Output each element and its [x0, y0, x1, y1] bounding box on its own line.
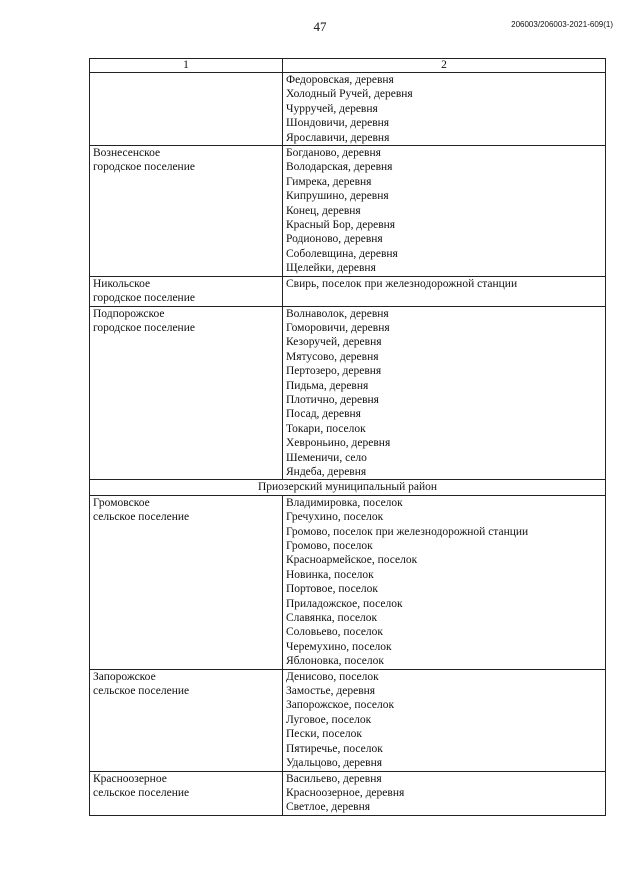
table-header-row: [90, 59, 606, 73]
column-header-2: 2: [283, 59, 606, 73]
municipality-cell: [90, 276, 283, 306]
settlement-item: Посад, деревня: [286, 408, 361, 421]
municipality-cell: [90, 146, 283, 277]
settlements-cell: [283, 73, 606, 146]
settlement-item: Портовое, поселок: [286, 583, 378, 596]
table-row: [90, 276, 606, 306]
settlement-item: Денисово, поселок: [286, 670, 379, 683]
settlement-item: Славянка, поселок: [286, 612, 378, 625]
settlement-item: Гоморовичи, деревня: [286, 321, 390, 334]
settlement-item: Новинка, поселок: [286, 568, 374, 581]
settlements-cell: [283, 495, 606, 669]
municipality-cell: [90, 669, 283, 771]
settlements-cell: [283, 146, 606, 277]
settlement-item: Пятиречье, поселок: [286, 742, 383, 755]
table-row: [90, 495, 606, 669]
municipality-name-line: Никольское: [93, 277, 151, 290]
table-row: [90, 146, 606, 277]
municipality-name-line: сельское поселение: [93, 685, 190, 698]
municipality-name-line: Вознесенское: [93, 147, 161, 160]
municipality-name-line: сельское поселение: [93, 786, 190, 799]
document-id: 206003/206003-2021-609(1): [511, 20, 613, 29]
settlement-item: Щелейки, деревня: [286, 262, 376, 275]
settlement-item: Родионово, деревня: [286, 233, 383, 246]
settlements-table: [89, 58, 606, 816]
settlement-item: Плотично, деревня: [286, 393, 379, 406]
settlement-item: Волнаволок, деревня: [286, 307, 389, 320]
settlement-item: Кезоручей, деревня: [286, 336, 382, 349]
settlement-item: Пертозеро, деревня: [286, 365, 382, 378]
municipality-name-line: сельское поселение: [93, 511, 190, 524]
table-row: [90, 73, 606, 146]
settlements-cell: [283, 276, 606, 306]
settlement-item: Запорожское, поселок: [286, 699, 395, 712]
settlement-item: Васильево, деревня: [286, 772, 382, 785]
settlement-item: Кипрушино, деревня: [286, 190, 389, 203]
settlement-item: Шондовичи, деревня: [286, 117, 390, 130]
settlement-item: Соловьево, поселок: [286, 626, 384, 639]
settlement-item: Токари, поселок: [286, 422, 366, 435]
table-row: [90, 306, 606, 480]
district-header-row: [90, 480, 606, 495]
settlement-item: Владимировка, поселок: [286, 496, 403, 509]
settlement-item: Луговое, поселок: [286, 713, 372, 726]
municipality-cell: [90, 73, 283, 146]
settlement-item: Красный Бор, деревня: [286, 219, 396, 232]
settlement-item: Гимрека, деревня: [286, 175, 372, 188]
settlement-item: Володарская, деревня: [286, 161, 393, 174]
settlement-item: Свирь, поселок при железнодорожной станции: [286, 277, 518, 290]
column-header-1: 1: [90, 59, 283, 73]
settlement-item: Пески, поселок: [286, 728, 362, 741]
settlement-item: Мятусово, деревня: [286, 350, 379, 363]
settlement-item: Чурручей, деревня: [286, 102, 378, 115]
settlement-item: Красноозерное, деревня: [286, 786, 405, 799]
settlement-item: Конец, деревня: [286, 204, 361, 217]
table-row: [90, 669, 606, 771]
settlement-item: Приладожское, поселок: [286, 597, 403, 610]
settlement-item: Светлое, деревня: [286, 801, 371, 814]
municipality-cell: [90, 495, 283, 669]
settlements-cell: [283, 771, 606, 815]
settlement-item: Соболевщина, деревня: [286, 247, 398, 260]
municipality-name-line: городское поселение: [93, 292, 195, 305]
settlement-item: Черемухино, поселок: [286, 640, 392, 653]
settlement-item: Удальцово, деревня: [286, 757, 383, 770]
settlement-item: Хевроньино, деревня: [286, 437, 391, 450]
municipality-name-line: Запорожское: [93, 670, 156, 683]
municipality-cell: [90, 306, 283, 480]
settlement-item: Громово, поселок: [286, 540, 373, 552]
municipality-name-line: городское поселение: [93, 161, 195, 174]
table-row: [90, 771, 606, 815]
settlements-cell: [283, 669, 606, 771]
settlement-item: Яндеба, деревня: [286, 465, 367, 478]
settlement-item: Пидьма, деревня: [286, 379, 369, 392]
settlement-item: Красноармейское, поселок: [286, 554, 418, 567]
district-label: Приозерский муниципальный район: [90, 480, 606, 495]
municipality-name-line: Подпорожское: [93, 307, 165, 320]
page-number: 47: [313, 19, 327, 34]
settlement-item: Ярославичи, деревня: [286, 131, 390, 144]
settlements-cell: [283, 306, 606, 480]
municipality-name-line: городское поселение: [93, 321, 195, 334]
settlement-item: Яблоновка, поселок: [286, 655, 384, 668]
settlement-item: Шеменичи, село: [286, 451, 367, 464]
settlement-item: Федоровская, деревня: [286, 74, 394, 86]
municipality-name-line: Громовское: [93, 496, 150, 509]
settlement-item: Холодный Ручей, деревня: [286, 88, 413, 101]
municipality-name-line: Красноозерное: [93, 772, 167, 785]
settlement-item: Гречухино, поселок: [286, 511, 384, 524]
municipality-cell: [90, 771, 283, 815]
settlement-item: Богданово, деревня: [286, 147, 381, 160]
settlement-item: Громово, поселок при железнодорожной станции: [286, 525, 529, 538]
settlement-item: Замостье, деревня: [286, 685, 376, 698]
